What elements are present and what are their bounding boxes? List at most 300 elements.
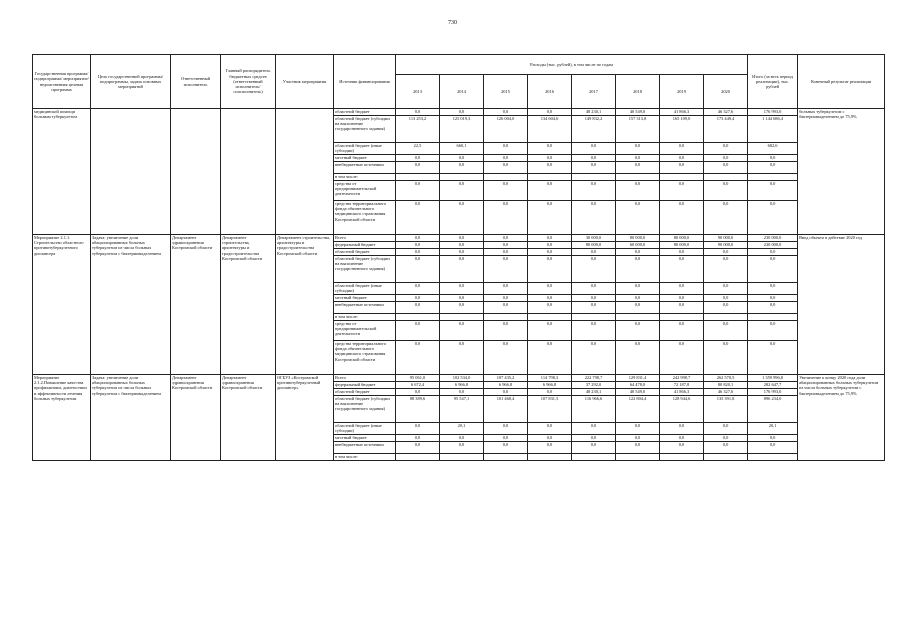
cell-year-value: 0,0	[484, 162, 528, 174]
cell-year-value: 0,0	[572, 442, 616, 454]
cell-year-value: 0,0	[528, 442, 572, 454]
cell-total: 0,0	[748, 162, 798, 174]
cell-program: Мероприятие 2.1.1. Строительство областного противотуберкулезного диспансера	[33, 235, 91, 375]
cell-total: 0,0	[748, 435, 798, 442]
cell-year-value: 0,0	[484, 321, 528, 341]
cell-year-value: 0,0	[704, 295, 748, 302]
cell-source: местный бюджет	[334, 435, 396, 442]
cell-year-value: 6 966,8	[484, 382, 528, 389]
cell-year-value	[440, 454, 484, 461]
cell-year-value: 95 061,0	[396, 375, 440, 382]
table-row	[33, 235, 885, 242]
cell-year-value: 64 478,0	[616, 382, 660, 389]
cell-year-value: 128 944,6	[660, 396, 704, 423]
cell-program: Мероприятие 2.1.2.Повышение качества профилактики, диагностики и эффективности лечения больных туберкулезом	[33, 375, 91, 461]
cell-year-value	[572, 314, 616, 321]
cell-manager: Департамент здравоохранения Костромской области	[221, 375, 276, 461]
cell-year-value: 0,0	[440, 442, 484, 454]
header-manager: Главный распорядитель бюджетных средств (ответственный исполнитель/ соисполнитель)	[221, 55, 276, 109]
cell-manager	[221, 109, 276, 235]
cell-year-value: 0,0	[396, 256, 440, 283]
cell-year-value: 0,0	[396, 109, 440, 116]
cell-year-value: 30 000,0	[572, 235, 616, 242]
cell-total: 0,0	[748, 256, 798, 283]
cell-year-value: 40 549,0	[616, 109, 660, 116]
cell-year-value: 0,0	[616, 435, 660, 442]
cell-year-value: 135 391,8	[704, 396, 748, 423]
cell-year-value: 0,0	[484, 341, 528, 375]
cell-source: областной бюджет (субсидии на выполнение государственного задания)	[334, 116, 396, 143]
cell-total: 1 144 686,4	[748, 116, 798, 143]
cell-year-value: 0,0	[528, 256, 572, 283]
cell-source: средства от предпринимательской деятельности	[334, 321, 396, 341]
cell-year-value: 0,0	[528, 435, 572, 442]
header-executor: Ответственный исполнитель	[171, 55, 221, 109]
cell-year-value: 0,0	[440, 341, 484, 375]
cell-year-value: 40 549,0	[616, 389, 660, 396]
cell-total: 0,0	[748, 181, 798, 201]
cell-result: Ввод объекта в действие 2020 год	[798, 235, 885, 375]
page-number: 730	[448, 20, 457, 26]
header-program: Государственная программа/подпрограмма/ мероприятие/ ведомственная целевая программа	[33, 55, 91, 109]
cell-year-value: 0,0	[616, 302, 660, 314]
cell-total: 896 234,0	[748, 396, 798, 423]
cell-source: Всего	[334, 375, 396, 382]
cell-year-value: 0,0	[440, 295, 484, 302]
header-year: 2016	[528, 75, 572, 109]
cell-year-value: 0,0	[440, 389, 484, 396]
cell-source: средства территориального фонда обязательного медицинского страхования Костромской области	[334, 341, 396, 375]
cell-year-value: 114 798,3	[528, 375, 572, 382]
cell-executor: Департамент здравоохранения Костромской области	[171, 375, 221, 461]
cell-program: медицинской помощи больным туберкулезом	[33, 109, 91, 235]
cell-year-value: 0,0	[396, 442, 440, 454]
cell-year-value: 102 534,0	[440, 375, 484, 382]
cell-year-value: 0,0	[484, 235, 528, 242]
cell-year-value: 0,0	[440, 235, 484, 242]
cell-year-value: 0,0	[484, 389, 528, 396]
cell-year-value: 0,0	[660, 302, 704, 314]
cell-year-value: 0,0	[616, 341, 660, 375]
cell-source: областной бюджет	[334, 249, 396, 256]
cell-source: средства территориального фонда обязательного медицинского страхования Костромской области	[334, 201, 396, 235]
cell-year-value: 0,0	[396, 155, 440, 162]
cell-year-value: 48 230,1	[572, 109, 616, 116]
cell-year-value	[396, 314, 440, 321]
header-result: Конечный результат реализации	[798, 55, 885, 109]
cell-source: областной бюджет (иные субсидии)	[334, 143, 396, 155]
cell-year-value: 0,0	[616, 295, 660, 302]
cell-year-value: 0,0	[660, 423, 704, 435]
header-total: Итого (за весь период реализации), тыс. рублей	[748, 55, 798, 109]
cell-year-value: 0,0	[660, 442, 704, 454]
cell-total: 682,6	[748, 143, 798, 155]
cell-year-value: 0,0	[616, 256, 660, 283]
cell-year-value: 0,0	[660, 181, 704, 201]
cell-year-value: 0,0	[704, 256, 748, 283]
budget-table	[32, 54, 885, 461]
cell-year-value: 0,0	[528, 389, 572, 396]
cell-year-value: 48 230,1	[572, 389, 616, 396]
cell-year-value: 0,0	[572, 162, 616, 174]
cell-year-value: 0,0	[440, 321, 484, 341]
cell-year-value: 0,0	[660, 201, 704, 235]
cell-year-value: 0,0	[660, 155, 704, 162]
cell-year-value: 0,0	[440, 201, 484, 235]
cell-year-value: 0,0	[704, 321, 748, 341]
cell-goal: Задача: увеличение доли абациллированных больных туберкулезом из числа больных туберкулезом с бактериовыделением	[91, 375, 171, 461]
cell-source: Всего	[334, 235, 396, 242]
cell-year-value	[572, 174, 616, 181]
cell-year-value: 0,0	[396, 249, 440, 256]
cell-source: федеральный бюджет	[334, 382, 396, 389]
cell-year-value: 116 966,6	[572, 396, 616, 423]
table-body	[33, 109, 885, 461]
cell-source: внебюджетные источники	[334, 162, 396, 174]
cell-year-value: 0,0	[440, 283, 484, 295]
header-year: 2017	[572, 75, 616, 109]
cell-year-value: 0,0	[440, 302, 484, 314]
cell-source: областной бюджет (субсидии на выполнение государственного задания)	[334, 396, 396, 423]
cell-year-value: 0,0	[572, 341, 616, 375]
cell-year-value: 129 831,4	[616, 375, 660, 382]
cell-year-value: 6 966,8	[528, 382, 572, 389]
cell-year-value	[704, 174, 748, 181]
cell-total: 176 993,0	[748, 389, 798, 396]
cell-year-value: 0,0	[660, 249, 704, 256]
cell-year-value: 0,0	[484, 181, 528, 201]
cell-year-value: 0,0	[616, 423, 660, 435]
cell-year-value: 0,0	[704, 155, 748, 162]
header-expenses: Расходы (тыс. рублей), в том числе по годам	[396, 55, 748, 75]
cell-year-value: 0,0	[528, 109, 572, 116]
cell-year-value: 0,0	[660, 341, 704, 375]
cell-year-value: 0,0	[616, 162, 660, 174]
cell-total: 0,0	[748, 249, 798, 256]
cell-year-value: 0,0	[528, 249, 572, 256]
cell-year-value	[704, 314, 748, 321]
header-year: 2014	[440, 75, 484, 109]
cell-year-value: 0,0	[704, 143, 748, 155]
cell-year-value: 0,0	[396, 181, 440, 201]
cell-year-value: 0,0	[396, 235, 440, 242]
cell-year-value: 0,0	[616, 143, 660, 155]
cell-year-value	[440, 314, 484, 321]
cell-total	[748, 174, 798, 181]
cell-source: средства от предпринимательской деятельности	[334, 181, 396, 201]
cell-total: 0,0	[748, 283, 798, 295]
cell-year-value	[528, 454, 572, 461]
cell-year-value: 0,0	[396, 389, 440, 396]
cell-year-value: 0,0	[704, 302, 748, 314]
cell-year-value: 90 000,0	[704, 242, 748, 249]
cell-year-value: 660,1	[440, 143, 484, 155]
cell-source: областной бюджет (иные субсидии)	[334, 283, 396, 295]
cell-year-value: 90 000,0	[704, 235, 748, 242]
cell-year-value: 0,0	[440, 256, 484, 283]
cell-year-value: 0,0	[704, 442, 748, 454]
cell-year-value: 0,0	[660, 321, 704, 341]
header-goal: Цель государственной программы/подпрограммы, задача основных мероприятий	[91, 55, 171, 109]
cell-year-value	[528, 314, 572, 321]
cell-total: 230 000,0	[748, 235, 798, 242]
cell-year-value: 125 019,3	[440, 116, 484, 143]
cell-year-value: 0,0	[660, 143, 704, 155]
cell-year-value	[572, 454, 616, 461]
table-header	[33, 55, 885, 109]
cell-year-value: 0,0	[396, 242, 440, 249]
cell-year-value: 0,0	[572, 181, 616, 201]
cell-year-value: 0,0	[440, 181, 484, 201]
cell-participant: Департамент строительства, архитектуры и градостроительства Костромской области	[276, 235, 334, 375]
cell-year-value: 0,0	[704, 283, 748, 295]
cell-year-value: 0,0	[572, 295, 616, 302]
cell-source: местный бюджет	[334, 295, 396, 302]
cell-total: 1 359 996,8	[748, 375, 798, 382]
cell-year-value: 0,0	[440, 109, 484, 116]
cell-year-value: 242 998,7	[660, 375, 704, 382]
cell-year-value: 0,0	[440, 435, 484, 442]
cell-year-value: 0,0	[572, 256, 616, 283]
cell-year-value: 0,0	[484, 283, 528, 295]
cell-year-value: 0,0	[616, 201, 660, 235]
cell-year-value: 0,0	[572, 283, 616, 295]
cell-year-value: 0,0	[484, 155, 528, 162]
cell-year-value: 107 435,2	[484, 375, 528, 382]
cell-total: 0,0	[748, 155, 798, 162]
cell-year-value: 0,0	[484, 435, 528, 442]
header-year: 2019	[660, 75, 704, 109]
cell-year-value: 0,0	[440, 162, 484, 174]
cell-year-value: 0,0	[704, 162, 748, 174]
header-source: Источник финансирования	[334, 55, 396, 109]
cell-year-value: 0,0	[484, 302, 528, 314]
cell-year-value: 60 000,0	[616, 242, 660, 249]
cell-source: областной бюджет (субсидии на выполнение государственного задания)	[334, 256, 396, 283]
cell-year-value	[528, 174, 572, 181]
cell-year-value: 0,0	[572, 423, 616, 435]
cell-year-value: 0,0	[660, 283, 704, 295]
cell-source: местный бюджет	[334, 155, 396, 162]
cell-year-value: 46 327,6	[704, 109, 748, 116]
cell-year-value: 0,0	[528, 321, 572, 341]
cell-year-value: 0,0	[440, 155, 484, 162]
cell-goal: Задача: увеличение доли абациллированных больных туберкулезом из числа больных туберкулезом с бактериовыделением	[91, 235, 171, 375]
cell-year-value: 0,0	[396, 162, 440, 174]
cell-year-value	[704, 454, 748, 461]
cell-participant: ОГБУЗ «Костромской противотуберкулезный диспансер»	[276, 375, 334, 461]
cell-year-value: 0,0	[572, 143, 616, 155]
cell-total: 176 993,0	[748, 109, 798, 116]
cell-year-value: 0,0	[704, 201, 748, 235]
cell-year-value: 0,0	[616, 181, 660, 201]
cell-year-value: 0,0	[704, 249, 748, 256]
cell-year-value: 173 449,4	[704, 116, 748, 143]
cell-year-value: 157 313,8	[616, 116, 660, 143]
cell-year-value: 0,0	[660, 295, 704, 302]
cell-year-value: 6 672,4	[396, 382, 440, 389]
cell-year-value: 0,0	[484, 109, 528, 116]
cell-year-value: 0,0	[484, 249, 528, 256]
cell-year-value: 0,0	[616, 155, 660, 162]
cell-year-value: 122 804,4	[616, 396, 660, 423]
cell-total: 0,0	[748, 341, 798, 375]
cell-year-value	[616, 314, 660, 321]
cell-year-value: 0,0	[572, 302, 616, 314]
cell-source: в том числе:	[334, 174, 396, 181]
cell-year-value: 0,0	[484, 242, 528, 249]
cell-result: больных туберкулезом с бактериовыделением до 75,9%	[798, 109, 885, 235]
header-year: 2013	[396, 75, 440, 109]
cell-year-value: 0,0	[484, 256, 528, 283]
cell-source: областной бюджет	[334, 109, 396, 116]
cell-year-value	[616, 454, 660, 461]
cell-year-value: 113 253,2	[396, 116, 440, 143]
cell-year-value	[396, 454, 440, 461]
cell-year-value: 0,0	[528, 201, 572, 235]
cell-participant	[276, 109, 334, 235]
cell-year-value: 72 187,8	[660, 382, 704, 389]
cell-year-value	[484, 174, 528, 181]
cell-year-value: 0,0	[396, 283, 440, 295]
cell-year-value: 22,5	[396, 143, 440, 155]
cell-year-value: 0,0	[616, 283, 660, 295]
cell-total: 20,1	[748, 423, 798, 435]
cell-goal	[91, 109, 171, 235]
cell-year-value: 80 000,0	[660, 242, 704, 249]
cell-year-value: 0,0	[528, 423, 572, 435]
cell-year-value	[660, 454, 704, 461]
header-year: 2018	[616, 75, 660, 109]
cell-total: 0,0	[748, 442, 798, 454]
cell-year-value: 0,0	[572, 249, 616, 256]
cell-total: 0,0	[748, 302, 798, 314]
header-year: 2020	[704, 75, 748, 109]
cell-year-value: 0,0	[660, 256, 704, 283]
cell-result: Увеличение к концу 2020 года доли абациллированных больных туберкулезом из числа больных туберкулезом с бактериовыделением до 75,9%	[798, 375, 885, 461]
cell-year-value: 46 327,6	[704, 389, 748, 396]
cell-year-value: 0,0	[528, 341, 572, 375]
cell-year-value: 0,0	[660, 435, 704, 442]
cell-year-value: 80 820,1	[704, 382, 748, 389]
cell-total: 0,0	[748, 321, 798, 341]
cell-source: областной бюджет	[334, 389, 396, 396]
cell-year-value: 0,0	[704, 423, 748, 435]
header-participant: Участник мероприятия	[276, 55, 334, 109]
cell-year-value: 0,0	[572, 321, 616, 341]
cell-source: в том числе:	[334, 314, 396, 321]
cell-year-value	[484, 454, 528, 461]
cell-year-value: 0,0	[616, 249, 660, 256]
cell-year-value: 6 966,8	[440, 382, 484, 389]
cell-year-value: 0,0	[572, 435, 616, 442]
cell-year-value: 0,0	[704, 341, 748, 375]
cell-manager: Департамент строительства, архитектуры и градостроительства Костромской области	[221, 235, 276, 375]
cell-year-value: 0,0	[704, 435, 748, 442]
cell-source: федеральный бюджет	[334, 242, 396, 249]
cell-year-value: 0,0	[440, 249, 484, 256]
cell-year-value	[660, 174, 704, 181]
cell-year-value: 0,0	[528, 181, 572, 201]
cell-year-value: 0,0	[396, 435, 440, 442]
cell-year-value: 0,0	[616, 321, 660, 341]
cell-year-value: 0,0	[528, 155, 572, 162]
cell-total: 0,0	[748, 295, 798, 302]
cell-year-value: 0,0	[396, 423, 440, 435]
cell-year-value: 0,0	[528, 242, 572, 249]
cell-year-value	[440, 174, 484, 181]
table-row	[33, 375, 885, 382]
cell-year-value: 80 000,0	[616, 235, 660, 242]
cell-year-value: 41 866,3	[660, 109, 704, 116]
cell-year-value	[396, 174, 440, 181]
cell-year-value: 165 109,0	[660, 116, 704, 143]
cell-source: внебюджетные источники	[334, 442, 396, 454]
cell-year-value: 88 389,6	[396, 396, 440, 423]
cell-year-value: 0,0	[396, 295, 440, 302]
cell-year-value: 0,0	[396, 321, 440, 341]
cell-year-value: 101 468,4	[484, 396, 528, 423]
cell-executor: Департамент здравоохранения Костромской области	[171, 235, 221, 375]
cell-source: в том числе:	[334, 454, 396, 461]
cell-total: 0,0	[748, 201, 798, 235]
cell-year-value: 0,0	[396, 341, 440, 375]
cell-year-value: 37 292,0	[572, 382, 616, 389]
cell-year-value: 0,0	[484, 423, 528, 435]
cell-year-value: 126 004,0	[484, 116, 528, 143]
table-row	[33, 109, 885, 116]
cell-year-value: 107 831,5	[528, 396, 572, 423]
cell-year-value: 0,0	[704, 181, 748, 201]
cell-year-value: 0,0	[484, 442, 528, 454]
cell-year-value: 0,0	[572, 201, 616, 235]
cell-year-value: 0,0	[528, 302, 572, 314]
cell-year-value: 222 798,7	[572, 375, 616, 382]
cell-total	[748, 454, 798, 461]
cell-executor	[171, 109, 221, 235]
cell-year-value	[484, 314, 528, 321]
cell-year-value: 134 604,6	[528, 116, 572, 143]
cell-year-value: 0,0	[484, 201, 528, 235]
cell-year-value: 0,0	[660, 162, 704, 174]
cell-year-value: 0,0	[396, 302, 440, 314]
cell-year-value: 0,0	[528, 162, 572, 174]
cell-year-value	[616, 174, 660, 181]
cell-year-value: 149 832,2	[572, 116, 616, 143]
header-year: 2015	[484, 75, 528, 109]
cell-year-value: 0,0	[528, 283, 572, 295]
cell-year-value: 262 570,5	[704, 375, 748, 382]
cell-year-value: 80 000,0	[660, 235, 704, 242]
cell-year-value: 41 866,3	[660, 389, 704, 396]
cell-source: внебюджетные источники	[334, 302, 396, 314]
cell-year-value: 20,1	[440, 423, 484, 435]
cell-year-value	[660, 314, 704, 321]
cell-year-value: 0,0	[572, 155, 616, 162]
cell-year-value: 0,0	[528, 235, 572, 242]
cell-year-value: 0,0	[396, 201, 440, 235]
cell-year-value: 0,0	[616, 442, 660, 454]
cell-source: областной бюджет (иные субсидии)	[334, 423, 396, 435]
cell-year-value: 80 000,0	[572, 242, 616, 249]
cell-year-value: 0,0	[528, 295, 572, 302]
cell-year-value: 95 547,1	[440, 396, 484, 423]
cell-total	[748, 314, 798, 321]
cell-year-value: 0,0	[484, 295, 528, 302]
cell-year-value: 0,0	[484, 143, 528, 155]
cell-year-value: 0,0	[440, 242, 484, 249]
cell-total: 282 647,7	[748, 382, 798, 389]
